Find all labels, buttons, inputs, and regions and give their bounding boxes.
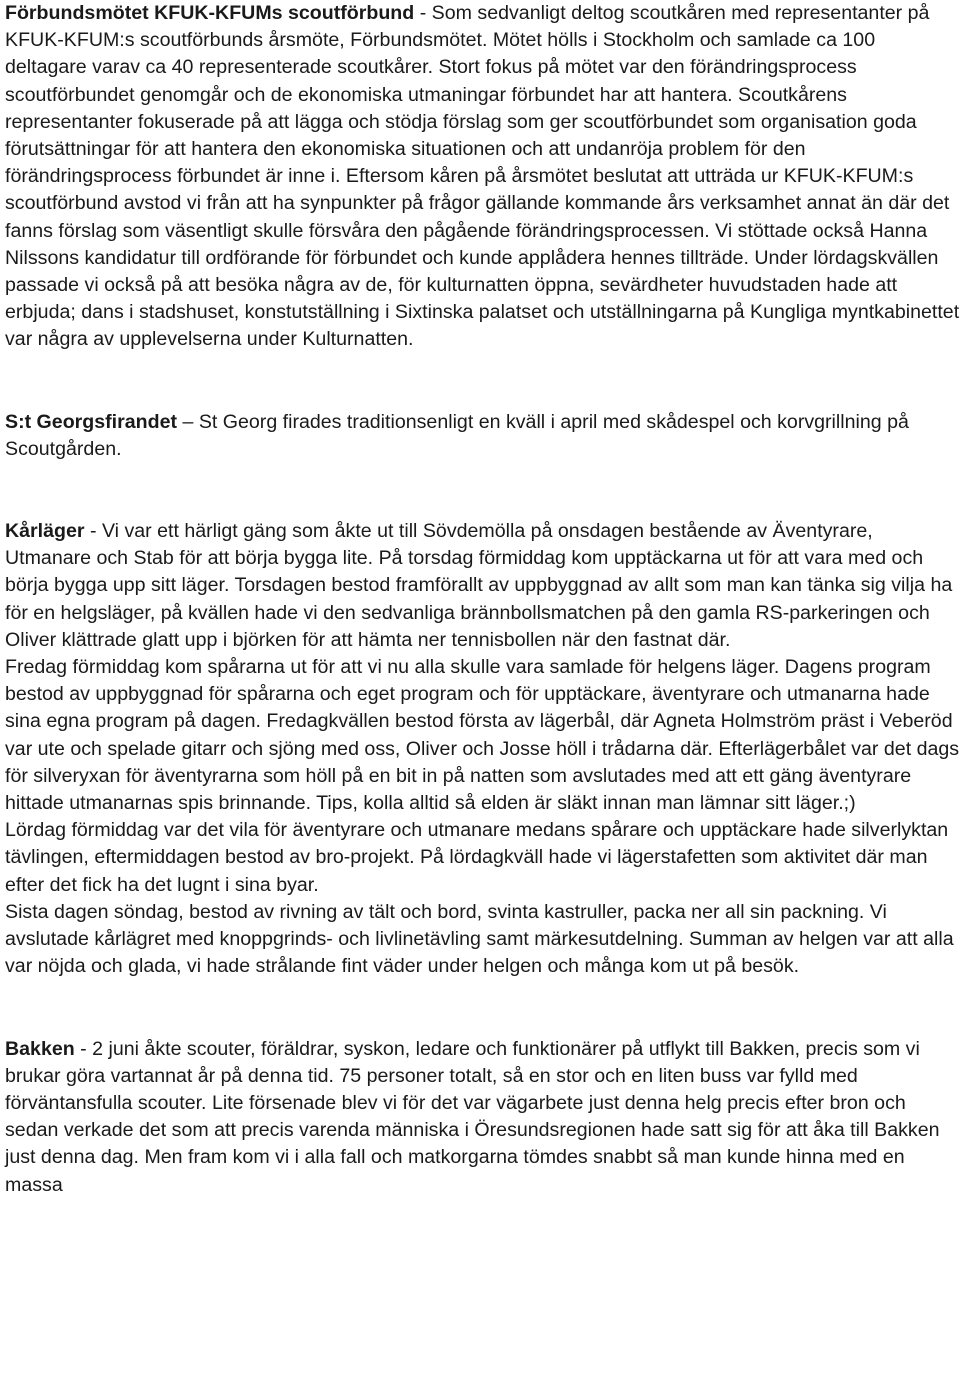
section-heading: Förbundsmötet KFUK-KFUMs scoutförbund <box>5 2 415 24</box>
section-paragraph <box>5 409 960 463</box>
document-page <box>5 0 960 1199</box>
section-karlager <box>5 518 960 980</box>
section-paragraph <box>5 518 960 654</box>
section-paragraph <box>5 0 960 354</box>
heading-separator: - <box>414 2 432 24</box>
section-heading: S:t Georgsfirandet <box>5 410 178 433</box>
paragraph-text: St Georg firades traditionsenligt en kväll i april med skådespel och korvgrillning på Scoutgården. <box>5 410 909 460</box>
paragraph-text: Som sedvanligt deltog scoutkåren med representanter på KFUK-KFUM:s scoutförbunds årsmöte, Förbundsmötet. Mötet hölls i Stockholm och samlade ca 100 deltagare varav ca 40 representerade scoutkårer. Stort fokus på mötet var den förändringsprocess scoutförbundet genomgår och de ekonomiska utmaningar förbundet har att hantera. Scoutkårens representanter fokuserade på att lägga och stödja förslag som ger scoutförbundet som organisation goda förutsättningar för att hantera den ekonomiska situationen och att undanröja problem för den förändringsprocess förbundet är inne i. Eftersom kåren på årsmötet beslutat att utträda ur KFUK-KFUM:s scoutförbund avstod vi från att ha synpunkter på frågor gällande kommande års verksamhet annat än där det fanns förslag som väsentligt skulle försvåra den pågående förändringsprocessen. Vi stöttade också Hanna Nilssons kandidatur till ordförande för förbundet och kunde applådera hennes tillträde. Under lördagskvällen passade vi också på att besöka några av de, för kulturnatten öppna, sevärdheter huvudstaden hade att erbjuda; dans i stadshuset, konstutställning i Sixtinska palatset och utställningarna på Kungliga myntkabinettet var några av upplevelserna under Kulturnatten. <box>5 2 960 351</box>
section-paragraph: Fredag förmiddag kom spårarna ut för att vi nu alla skulle vara samlade för helgens läger. Dagens program bestod av uppbyggnad för spårarna och eget program och för upptäckare, äventyrare och utmanarna hade sina egna program på dagen. Fredagkvällen bestod första av lägerbål, där Agneta Holmström präst i Veberöd var ute och spelade gitarr och sjöng med oss, Oliver och Josse höll i trådarna där. Efterlägerbålet var det dags för silveryxan för äventyrarna som höll på en bit in på natten som avslutades med att ett gäng äventyrare hittade utmanarnas spis brinnande. Tips, kolla alltid så elden är släkt innan man lämnar sitt läger.;) <box>5 656 960 815</box>
heading-separator: – <box>177 410 199 433</box>
paragraph-text: 2 juni åkte scouter, föräldrar, syskon, ledare och funktionärer på utflykt till Bakken, precis som vi brukar göra vartannat år på denna tid. 75 personer totalt, så en stor och en liten buss var fylld med förväntansfulla scouter. Lite försenade blev vi för det var vägarbete just denna helg precis efter bron och sedan verkade det som att precis varenda människa i Öresundsregionen hade satt sig för att åka till Bakken just denna dag. Men fram kom vi i alla fall och matkorgarna tömdes snabbt så man kunde hinna med en massa <box>5 1037 940 1196</box>
section-st-georgsfirandet <box>5 409 960 463</box>
section-bakken <box>5 1036 960 1199</box>
section-forbundsmotet <box>5 0 960 354</box>
section-paragraph: Lördag förmiddag var det vila för äventyrare och utmanare medans spårare och upptäckare hade silverlyktan tävlingen, eftermiddagen bestod av bro-projekt. På lördagkväll hade vi lägerstafetten som aktivitet där man efter det fick ha det lugnt i sina byar. <box>5 819 949 896</box>
section-paragraph: Sista dagen söndag, bestod av rivning av tält och bord, svinta kastruller, packa ner all sin packning. Vi avslutade kårlägret med knoppgrinds- och livlinetävling samt märkesutdelning. Summan av helgen var att alla var nöjda och glada, vi hade strålande fint väder under helgen och många kom ut på besök. <box>5 900 954 978</box>
heading-separator: - <box>74 1037 93 1060</box>
paragraph-text: Vi var ett härligt gäng som åkte ut till Sövdemölla på onsdagen bestående av Äventyrare, Utmanare och Stab för att börja bygga lite. På torsdag förmiddag kom upptäckarna ut för att vara med och börja bygga upp sitt läger. Torsdagen bestod framförallt av uppbyggnad av allt som man kan tänka sig vilja ha för en helgsläger, på kvällen hade vi den sedvanliga brännbollsmatchen på den gamla RS-parkeringen och Oliver klättrade glatt upp i björken för att hämta ner tennisbollen när den fastnat där. <box>5 520 953 651</box>
heading-separator: - <box>84 520 102 543</box>
section-heading: Kårläger <box>5 520 85 543</box>
section-heading: Bakken <box>5 1037 75 1060</box>
section-paragraph <box>5 1036 960 1199</box>
